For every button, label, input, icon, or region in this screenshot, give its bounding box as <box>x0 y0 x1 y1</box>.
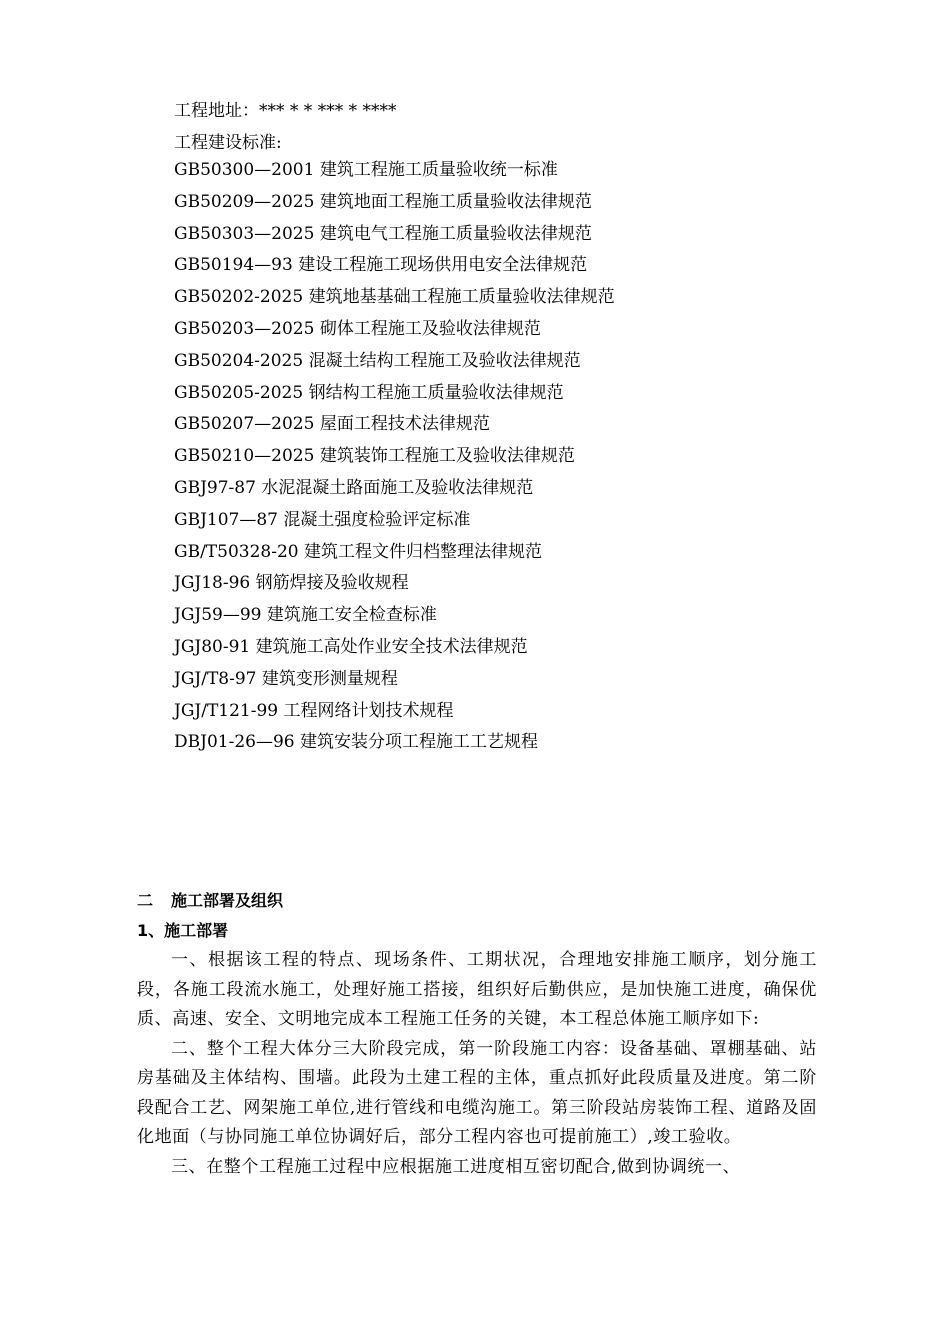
standard-item: GBJ97-87 水泥混凝土路面施工及验收法律规范 <box>174 477 534 498</box>
standard-item: GB50210—2025 建筑装饰工程施工及验收法律规范 <box>174 446 575 467</box>
standard-item: JGJ/T121-99 工程网络计划技术规程 <box>174 700 454 721</box>
section-deployment <box>137 886 817 1182</box>
subsection-heading: 1、施工部署 <box>137 921 229 940</box>
standard-item: GB50203—2025 砌体工程施工及验收法律规范 <box>174 318 541 339</box>
section-number: 二 <box>137 891 154 910</box>
section-title: 施工部署及组织 <box>171 891 284 910</box>
section-heading <box>137 886 817 916</box>
project-info <box>174 96 814 160</box>
project-address-label: 工程地址： <box>174 101 259 121</box>
project-address-line <box>174 96 814 128</box>
standard-item: GB50209—2025 建筑地面工程施工质量验收法律规范 <box>174 191 592 212</box>
standard-item: GB/T50328-20 建筑工程文件归档整理法律规范 <box>174 541 542 562</box>
standard-item: GB50207—2025 屋面工程技术法律规范 <box>174 414 490 435</box>
project-address-value: *** * * *** * **** <box>259 101 397 121</box>
standard-item: JGJ59—99 建筑施工安全检查标准 <box>174 605 437 626</box>
standard-item: GB50204-2025 混凝土结构工程施工及验收法律规范 <box>174 350 581 371</box>
standard-item: GB50202-2025 建筑地基基础工程施工质量验收法律规范 <box>174 287 615 308</box>
standard-item: JGJ80-91 建筑施工高处作业安全技术法律规范 <box>174 636 528 657</box>
standard-item: GB50194—93 建设工程施工现场供用电安全法律规范 <box>174 255 588 276</box>
body-paragraph: 三、在整个工程施工过程中应根据施工进度相互密切配合,做到协调统一、 <box>171 1156 741 1177</box>
standard-item: GB50205-2025 钢结构工程施工质量验收法律规范 <box>174 382 564 403</box>
standard-item: JGJ18-96 钢筋焊接及验收规程 <box>174 573 409 594</box>
standards-list <box>174 155 814 759</box>
body-paragraph: 二、整个工程大体分三大阶段完成，第一阶段施工内容：设备基础、罩棚基础、站房基础及主体结构、围墙。此段为土建工程的主体，重点抓好此段质量及进度。第二阶段配合工艺、网架施工单位,进行管线和电缆沟施工。第三阶段站房装饰工程、道路及固化地面（与协同施工单位协调好后，部分工程内容也可提前施工）,竣工验收。 <box>137 1038 817 1147</box>
standard-item: GBJ107—87 混凝土强度检验评定标准 <box>174 509 471 530</box>
standard-item: DBJ01-26—96 建筑安装分项工程施工工艺规程 <box>174 732 538 753</box>
standard-item: JGJ/T8-97 建筑变形测量规程 <box>174 668 398 689</box>
standards-label: 工程建设标准: <box>174 132 282 153</box>
standard-item: GB50300—2001 建筑工程施工质量验收统一标准 <box>174 160 558 180</box>
body-paragraph: 一、根据该工程的特点、现场条件、工期状况，合理地安排施工顺序，划分施工段，各施工段流水施工，处理好施工搭接，组织好后勤供应，是加快施工进度，确保优质、高速、安全、文明地完成本工程施工任务的关键，本工程总体施工顺序如下: <box>137 950 817 1029</box>
standard-item: GB50303—2025 建筑电气工程施工质量验收法律规范 <box>174 223 592 244</box>
